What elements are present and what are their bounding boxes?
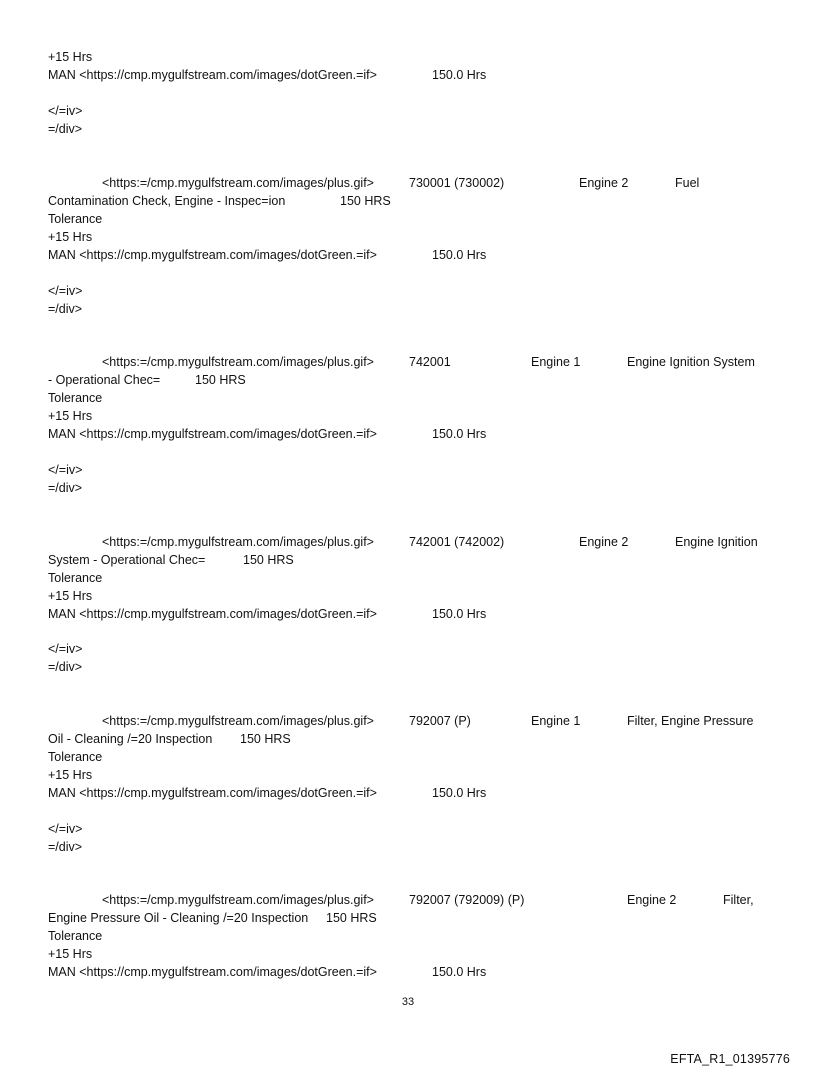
entry-link: <https:=/cmp.mygulfstream.com/images/plus.gif> [102, 535, 374, 549]
close-div: =/div> [48, 122, 83, 136]
entry-man-line: MAN <https://cmp.mygulfstream.com/images/dotGreen.=if> [48, 607, 377, 621]
entry-tolerance-label: Tolerance [48, 571, 103, 585]
entry-close-iv: </=iv> [48, 642, 83, 656]
entry-man-line: MAN <https://cmp.mygulfstream.com/images/dotGreen.=if> [48, 786, 377, 800]
tolerance-value: +15 Hrs [48, 50, 93, 64]
entry-engine: Engine 1 [531, 355, 581, 369]
entry-close-div: =/div> [48, 660, 83, 674]
entry-engine: Engine 2 [627, 893, 677, 907]
entry-description-cont: Oil - Cleaning /=20 Inspection [48, 732, 213, 746]
entry-description-start: Engine Ignition [675, 535, 758, 549]
entry-description-cont: System - Operational Chec= [48, 553, 206, 567]
entry-interval: 150 HRS [326, 911, 377, 925]
entry-description-cont: - Operational Chec= [48, 373, 161, 387]
entry-description-start: Fuel [675, 176, 700, 190]
entry-hours: 150.0 Hrs [432, 248, 487, 262]
entry-description-start: Filter, [723, 893, 754, 907]
entry-engine: Engine 1 [531, 714, 581, 728]
entry-tolerance-label: Tolerance [48, 391, 103, 405]
entry-description-start: Filter, Engine Pressure [627, 714, 754, 728]
entry-hours: 150.0 Hrs [432, 427, 487, 441]
entry-man-line: MAN <https://cmp.mygulfstream.com/images/dotGreen.=if> [48, 965, 377, 979]
hours-value: 150.0 Hrs [432, 68, 487, 82]
entry-tolerance-value: +15 Hrs [48, 230, 93, 244]
entry-interval: 150 HRS [243, 553, 294, 567]
entry-link: <https:=/cmp.mygulfstream.com/images/plus.gif> [102, 893, 374, 907]
entry-tolerance-value: +15 Hrs [48, 947, 93, 961]
entry-close-div: =/div> [48, 481, 83, 495]
entry-hours: 150.0 Hrs [432, 965, 487, 979]
entry-link: <https:=/cmp.mygulfstream.com/images/plus.gif> [102, 355, 374, 369]
entry-task: 742001 [409, 355, 451, 369]
entry-man-line: MAN <https://cmp.mygulfstream.com/images/dotGreen.=if> [48, 248, 377, 262]
entry-close-div: =/div> [48, 840, 83, 854]
entry-task: 792007 (792009) (P) [409, 893, 525, 907]
entry-hours: 150.0 Hrs [432, 786, 487, 800]
entry-man-line: MAN <https://cmp.mygulfstream.com/images/dotGreen.=if> [48, 427, 377, 441]
entry-description-start: Engine Ignition System [627, 355, 755, 369]
entry-engine: Engine 2 [579, 176, 629, 190]
entry-description-cont: Contamination Check, Engine - Inspec=ion [48, 194, 286, 208]
entry-interval: 150 HRS [340, 194, 391, 208]
entry-tolerance-label: Tolerance [48, 750, 103, 764]
page-number: 33 [401, 996, 415, 1008]
entry-engine: Engine 2 [579, 535, 629, 549]
entry-tolerance-value: +15 Hrs [48, 589, 93, 603]
entry-link: <https:=/cmp.mygulfstream.com/images/plus.gif> [102, 714, 374, 728]
entry-close-iv: </=iv> [48, 822, 83, 836]
entry-tolerance-label: Tolerance [48, 929, 103, 943]
entry-close-iv: </=iv> [48, 284, 83, 298]
entry-interval: 150 HRS [240, 732, 291, 746]
entry-tolerance-label: Tolerance [48, 212, 103, 226]
entry-task: 792007 (P) [409, 714, 471, 728]
entry-tolerance-value: +15 Hrs [48, 768, 93, 782]
entry-close-iv: </=iv> [48, 463, 83, 477]
entry-task: 730001 (730002) [409, 176, 505, 190]
entry-link: <https:=/cmp.mygulfstream.com/images/plus.gif> [102, 176, 374, 190]
entry-interval: 150 HRS [195, 373, 246, 387]
entry-close-div: =/div> [48, 302, 83, 316]
entry-hours: 150.0 Hrs [432, 607, 487, 621]
entry-description-cont: Engine Pressure Oil - Cleaning /=20 Inspection [48, 911, 309, 925]
entry-tolerance-value: +15 Hrs [48, 409, 93, 423]
entry-task: 742001 (742002) [409, 535, 505, 549]
man-line: MAN <https://cmp.mygulfstream.com/images/dotGreen.=if> [48, 68, 377, 82]
bates-number: EFTA_R1_01395776 [670, 1052, 790, 1066]
close-iv: </=iv> [48, 104, 83, 118]
